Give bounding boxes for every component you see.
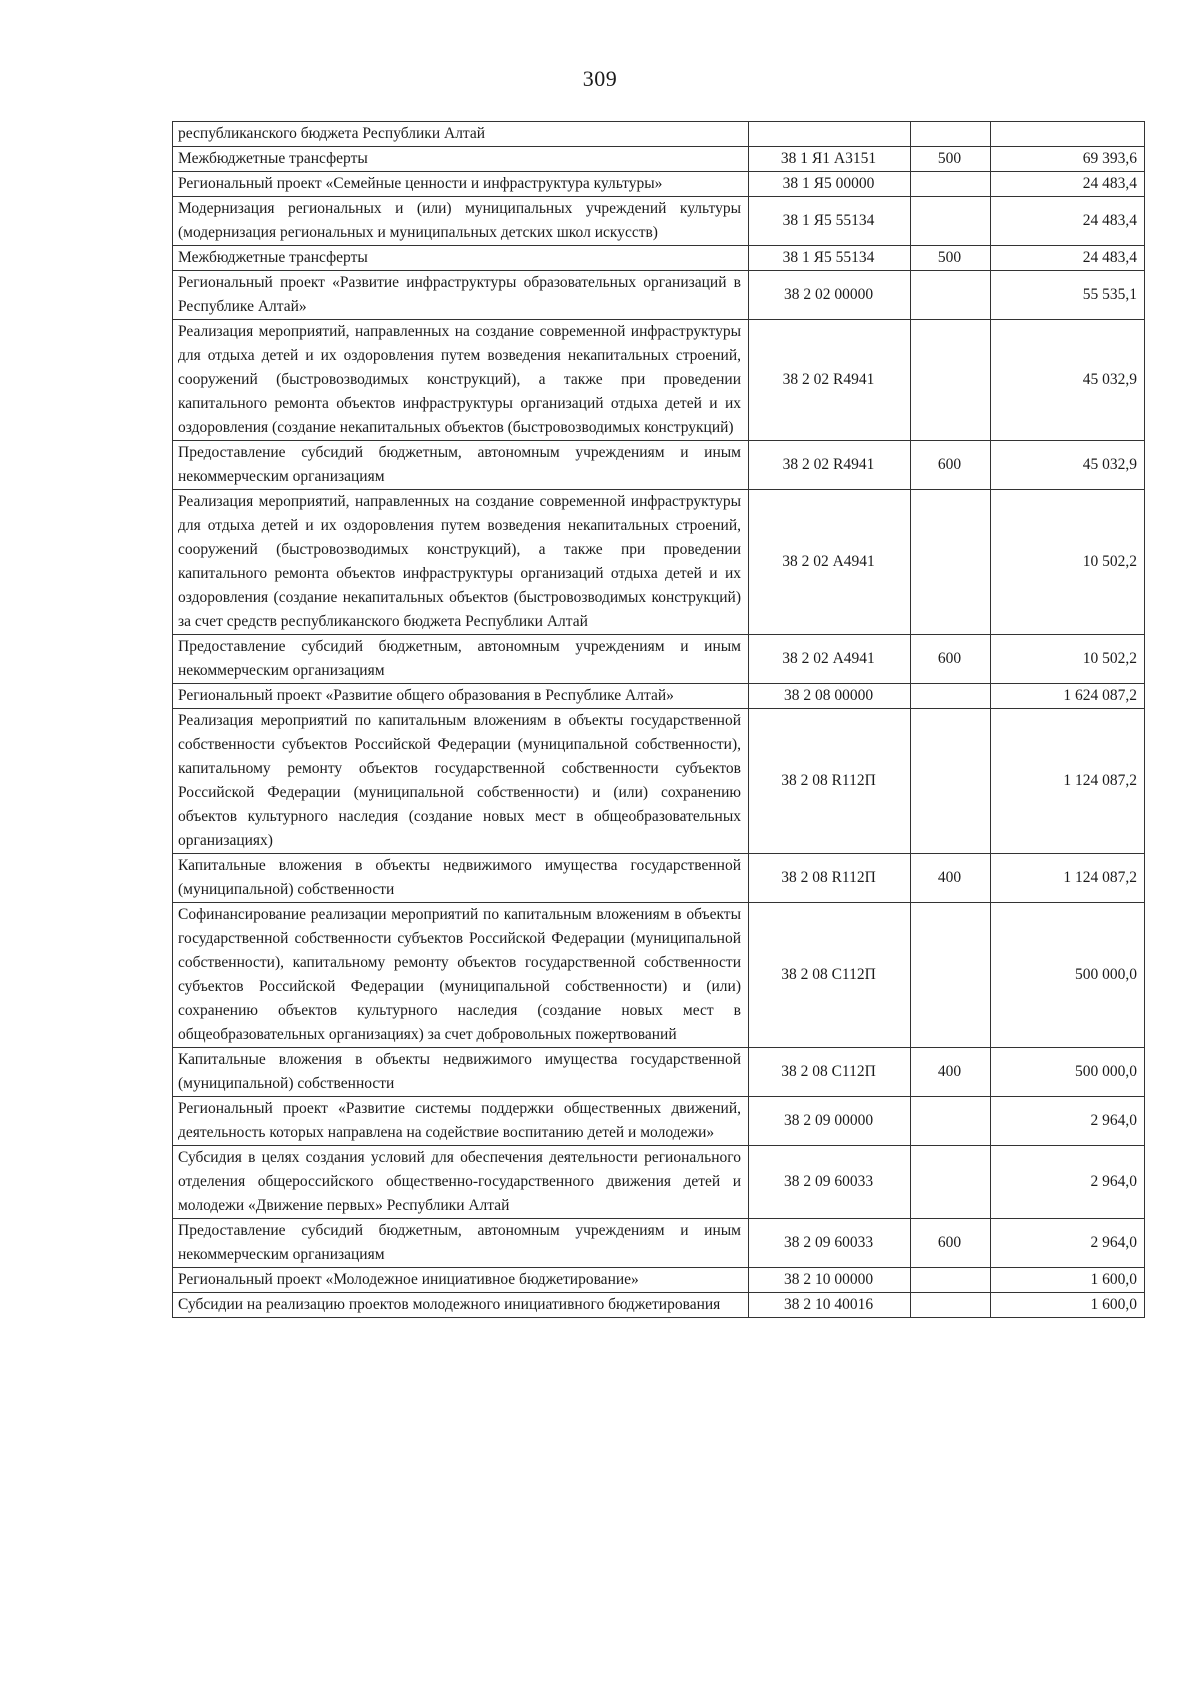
- item-name-cell: Капитальные вложения в объекты недвижимого имущества государственной (муниципальной) собственности: [173, 854, 749, 903]
- amount-cell: 2 964,0: [991, 1219, 1145, 1268]
- expense-type-cell: 500: [911, 147, 991, 172]
- table-row: [173, 1146, 1145, 1219]
- expense-type-cell: [911, 1293, 991, 1318]
- amount-cell: 45 032,9: [991, 320, 1145, 441]
- expense-type-cell: 400: [911, 854, 991, 903]
- expense-type-cell: [911, 1097, 991, 1146]
- amount-cell: 24 483,4: [991, 246, 1145, 271]
- amount-cell: 10 502,2: [991, 635, 1145, 684]
- expense-type-cell: 600: [911, 635, 991, 684]
- target-code-cell: 38 2 02 R4941: [749, 320, 911, 441]
- table-row: [173, 147, 1145, 172]
- table-row: [173, 320, 1145, 441]
- table-row: [173, 854, 1145, 903]
- budget-table: [172, 121, 1145, 1318]
- table-row: [173, 197, 1145, 246]
- item-name-cell: Региональный проект «Развитие общего образования в Республике Алтай»: [173, 684, 749, 709]
- target-code-cell: 38 2 02 00000: [749, 271, 911, 320]
- table-row: [173, 490, 1145, 635]
- target-code-cell: 38 2 09 60033: [749, 1146, 911, 1219]
- amount-cell: 55 535,1: [991, 271, 1145, 320]
- amount-cell: 1 124 087,2: [991, 709, 1145, 854]
- item-name-cell: Межбюджетные трансферты: [173, 246, 749, 271]
- table-row: [173, 246, 1145, 271]
- item-name-cell: Предоставление субсидий бюджетным, автономным учреждениям и иным некоммерческим организациям: [173, 1219, 749, 1268]
- target-code-cell: 38 2 02 А4941: [749, 635, 911, 684]
- table-row: [173, 1097, 1145, 1146]
- item-name-cell: Межбюджетные трансферты: [173, 147, 749, 172]
- expense-type-cell: [911, 320, 991, 441]
- table-row: [173, 1293, 1145, 1318]
- item-name-cell: Региональный проект «Развитие инфраструктуры образовательных организаций в Республике Алтай»: [173, 271, 749, 320]
- item-name-cell: Модернизация региональных и (или) муниципальных учреждений культуры (модернизация региональных и муниципальных детских школ искусств): [173, 197, 749, 246]
- table-row: [173, 709, 1145, 854]
- target-code-cell: 38 1 Я5 55134: [749, 197, 911, 246]
- target-code-cell: 38 2 09 60033: [749, 1219, 911, 1268]
- target-code-cell: 38 2 10 00000: [749, 1268, 911, 1293]
- target-code-cell: 38 1 Я5 00000: [749, 172, 911, 197]
- item-name-cell: Предоставление субсидий бюджетным, автономным учреждениям и иным некоммерческим организациям: [173, 635, 749, 684]
- item-name-cell: Субсидии на реализацию проектов молодежного инициативного бюджетирования: [173, 1293, 749, 1318]
- table-row: [173, 635, 1145, 684]
- expense-type-cell: [911, 903, 991, 1048]
- target-code-cell: 38 2 08 R112П: [749, 854, 911, 903]
- target-code-cell: 38 2 10 40016: [749, 1293, 911, 1318]
- amount-cell: 10 502,2: [991, 490, 1145, 635]
- amount-cell: [991, 122, 1145, 147]
- expense-type-cell: [911, 709, 991, 854]
- amount-cell: 1 600,0: [991, 1268, 1145, 1293]
- amount-cell: 2 964,0: [991, 1146, 1145, 1219]
- expense-type-cell: [911, 1268, 991, 1293]
- item-name-cell: Субсидия в целях создания условий для обеспечения деятельности регионального отделения общероссийского общественно-государственного движения детей и молодежи «Движение первых» Республики Алтай: [173, 1146, 749, 1219]
- expense-type-cell: 600: [911, 1219, 991, 1268]
- item-name-cell: Предоставление субсидий бюджетным, автономным учреждениям и иным некоммерческим организациям: [173, 441, 749, 490]
- item-name-cell: Капитальные вложения в объекты недвижимого имущества государственной (муниципальной) собственности: [173, 1048, 749, 1097]
- budget-table-body: [173, 122, 1145, 1318]
- amount-cell: 1 624 087,2: [991, 684, 1145, 709]
- amount-cell: 24 483,4: [991, 197, 1145, 246]
- target-code-cell: 38 2 08 00000: [749, 684, 911, 709]
- expense-type-cell: 500: [911, 246, 991, 271]
- amount-cell: 500 000,0: [991, 1048, 1145, 1097]
- item-name-cell: Реализация мероприятий, направленных на создание современной инфраструктуры для отдыха детей и их оздоровления путем возведения некапитальных строений, сооружений (быстровозводимых конструкций), а также при проведении капитального ремонта объектов инфраструктуры организаций отдыха детей и их оздоровления (создание некапитальных объектов (быстровозводимых конструкций) за счет средств республиканского бюджета Республики Алтай: [173, 490, 749, 635]
- amount-cell: 69 393,6: [991, 147, 1145, 172]
- target-code-cell: 38 2 08 С112П: [749, 903, 911, 1048]
- expense-type-cell: 400: [911, 1048, 991, 1097]
- target-code-cell: [749, 122, 911, 147]
- amount-cell: 24 483,4: [991, 172, 1145, 197]
- target-code-cell: 38 2 09 00000: [749, 1097, 911, 1146]
- target-code-cell: 38 2 08 R112П: [749, 709, 911, 854]
- table-row: [173, 1268, 1145, 1293]
- page-number: 309: [582, 66, 618, 91]
- expense-type-cell: [911, 172, 991, 197]
- target-code-cell: 38 2 02 А4941: [749, 490, 911, 635]
- target-code-cell: 38 1 Я1 А3151: [749, 147, 911, 172]
- amount-cell: 500 000,0: [991, 903, 1145, 1048]
- item-name-cell: Региональный проект «Развитие системы поддержки общественных движений, деятельность которых направлена на содействие воспитанию детей и молодежи»: [173, 1097, 749, 1146]
- amount-cell: 1 600,0: [991, 1293, 1145, 1318]
- target-code-cell: 38 1 Я5 55134: [749, 246, 911, 271]
- expense-type-cell: 600: [911, 441, 991, 490]
- expense-type-cell: [911, 197, 991, 246]
- table-row: [173, 1048, 1145, 1097]
- item-name-cell: Региональный проект «Семейные ценности и инфраструктура культуры»: [173, 172, 749, 197]
- amount-cell: 1 124 087,2: [991, 854, 1145, 903]
- amount-cell: 2 964,0: [991, 1097, 1145, 1146]
- expense-type-cell: [911, 271, 991, 320]
- item-name-cell: Реализация мероприятий, направленных на создание современной инфраструктуры для отдыха детей и их оздоровления путем возведения некапитальных строений, сооружений (быстровозводимых конструкций), а также при проведении капитального ремонта объектов инфраструктуры организаций отдыха детей и их оздоровления (создание некапитальных объектов (быстровозводимых конструкций): [173, 320, 749, 441]
- expense-type-cell: [911, 684, 991, 709]
- expense-type-cell: [911, 122, 991, 147]
- table-row: [173, 122, 1145, 147]
- table-row: [173, 271, 1145, 320]
- expense-type-cell: [911, 1146, 991, 1219]
- amount-cell: 45 032,9: [991, 441, 1145, 490]
- table-row: [173, 903, 1145, 1048]
- item-name-cell: республиканского бюджета Республики Алтай: [173, 122, 749, 147]
- item-name-cell: Реализация мероприятий по капитальным вложениям в объекты государственной собственности субъектов Российской Федерации (муниципальной собственности), капитальному ремонту объектов государственной собственности субъектов Российской Федерации (муниципальной собственности) и (или) сохранению объектов культурного наследия (создание новых мест в общеобразовательных организациях): [173, 709, 749, 854]
- item-name-cell: Софинансирование реализации мероприятий по капитальным вложениям в объекты государственной собственности субъектов Российской Федерации (муниципальной собственности), капитальному ремонту объектов государственной собственности субъектов Российской Федерации (муниципальной собственности) и (или) сохранению объектов культурного наследия (создание новых мест в общеобразовательных организациях) за счет добровольных пожертвований: [173, 903, 749, 1048]
- table-row: [173, 172, 1145, 197]
- target-code-cell: 38 2 02 R4941: [749, 441, 911, 490]
- table-row: [173, 1219, 1145, 1268]
- item-name-cell: Региональный проект «Молодежное инициативное бюджетирование»: [173, 1268, 749, 1293]
- expense-type-cell: [911, 490, 991, 635]
- target-code-cell: 38 2 08 С112П: [749, 1048, 911, 1097]
- table-row: [173, 441, 1145, 490]
- table-row: [173, 684, 1145, 709]
